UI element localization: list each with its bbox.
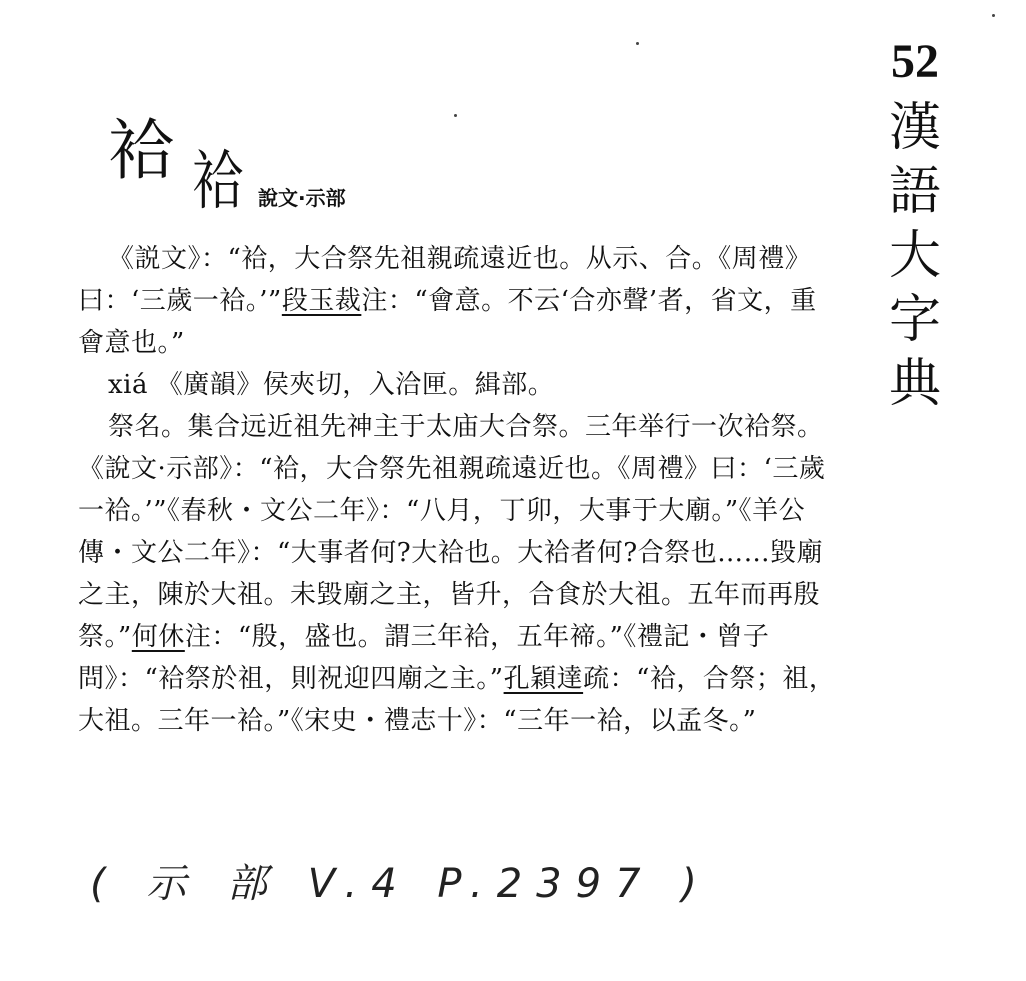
title-char: 大 <box>888 226 941 286</box>
title-char: 漢 <box>888 98 941 158</box>
text-run: 注：“會意。不云‘合亦聲’者，省文，重會意也。” <box>78 286 817 358</box>
handwritten-reference-note: ( 示 部 V.4 P.2397 ) <box>90 861 711 907</box>
definition-paragraph <box>78 406 838 742</box>
title-char: 字 <box>888 290 941 350</box>
pronunciation-paragraph: xiá 《廣韻》侯夾切，入洽匣。緝部。 <box>108 370 555 400</box>
entry-body <box>78 238 838 742</box>
text-run: 祭名。集合远近祖先神主于太庙大合祭。三年举行一次袷祭。《說文·示部》：“袷，大合祭先祖親疏遠近也。《周禮》曰：‘三歲一袷。’”《春秋・文公二年》：“八月，丁卯，大事于大廟。”《羊公傳・文公二年》：“大事者何?大袷也。大袷者何?合祭也……毀廟之主，陳於大祖。未毀廟之主，皆升，合食於大祖。五年而再殷祭。” <box>78 412 826 652</box>
text-run: 疏：“袷，合祭；祖，大祖。三年一袷。”《宋史・禮志十》：“三年一袷，以孟冬。” <box>78 664 836 736</box>
seal-source-label: 說文·示部 <box>258 186 346 210</box>
scan-speck <box>992 14 995 17</box>
scan-speck <box>454 114 457 117</box>
dictionary-title <box>880 96 950 416</box>
text-run: 《説文》：“袷，大合祭先祖親疏遠近也。从示、合。《周禮》曰：‘三歲一袷。’” <box>78 244 812 316</box>
page-number: 52 <box>891 35 939 88</box>
title-char: 語 <box>888 162 941 222</box>
scan-speck <box>636 42 639 45</box>
commentator-name: 何休 <box>131 622 185 652</box>
commentator-name: 段玉裁 <box>281 286 362 316</box>
text-run: 注：“殷，盛也。謂三年袷，五年禘。”《禮記・曾子問》：“袷祭於祖，則祝迎四廟之主。” <box>78 622 770 694</box>
seal-script-character: 袷 <box>192 145 244 219</box>
shuowen-paragraph <box>78 238 838 364</box>
commentator-name: 孔穎達 <box>503 664 584 694</box>
title-char: 典 <box>888 354 941 414</box>
entry-head-character: 袷 <box>108 112 174 189</box>
